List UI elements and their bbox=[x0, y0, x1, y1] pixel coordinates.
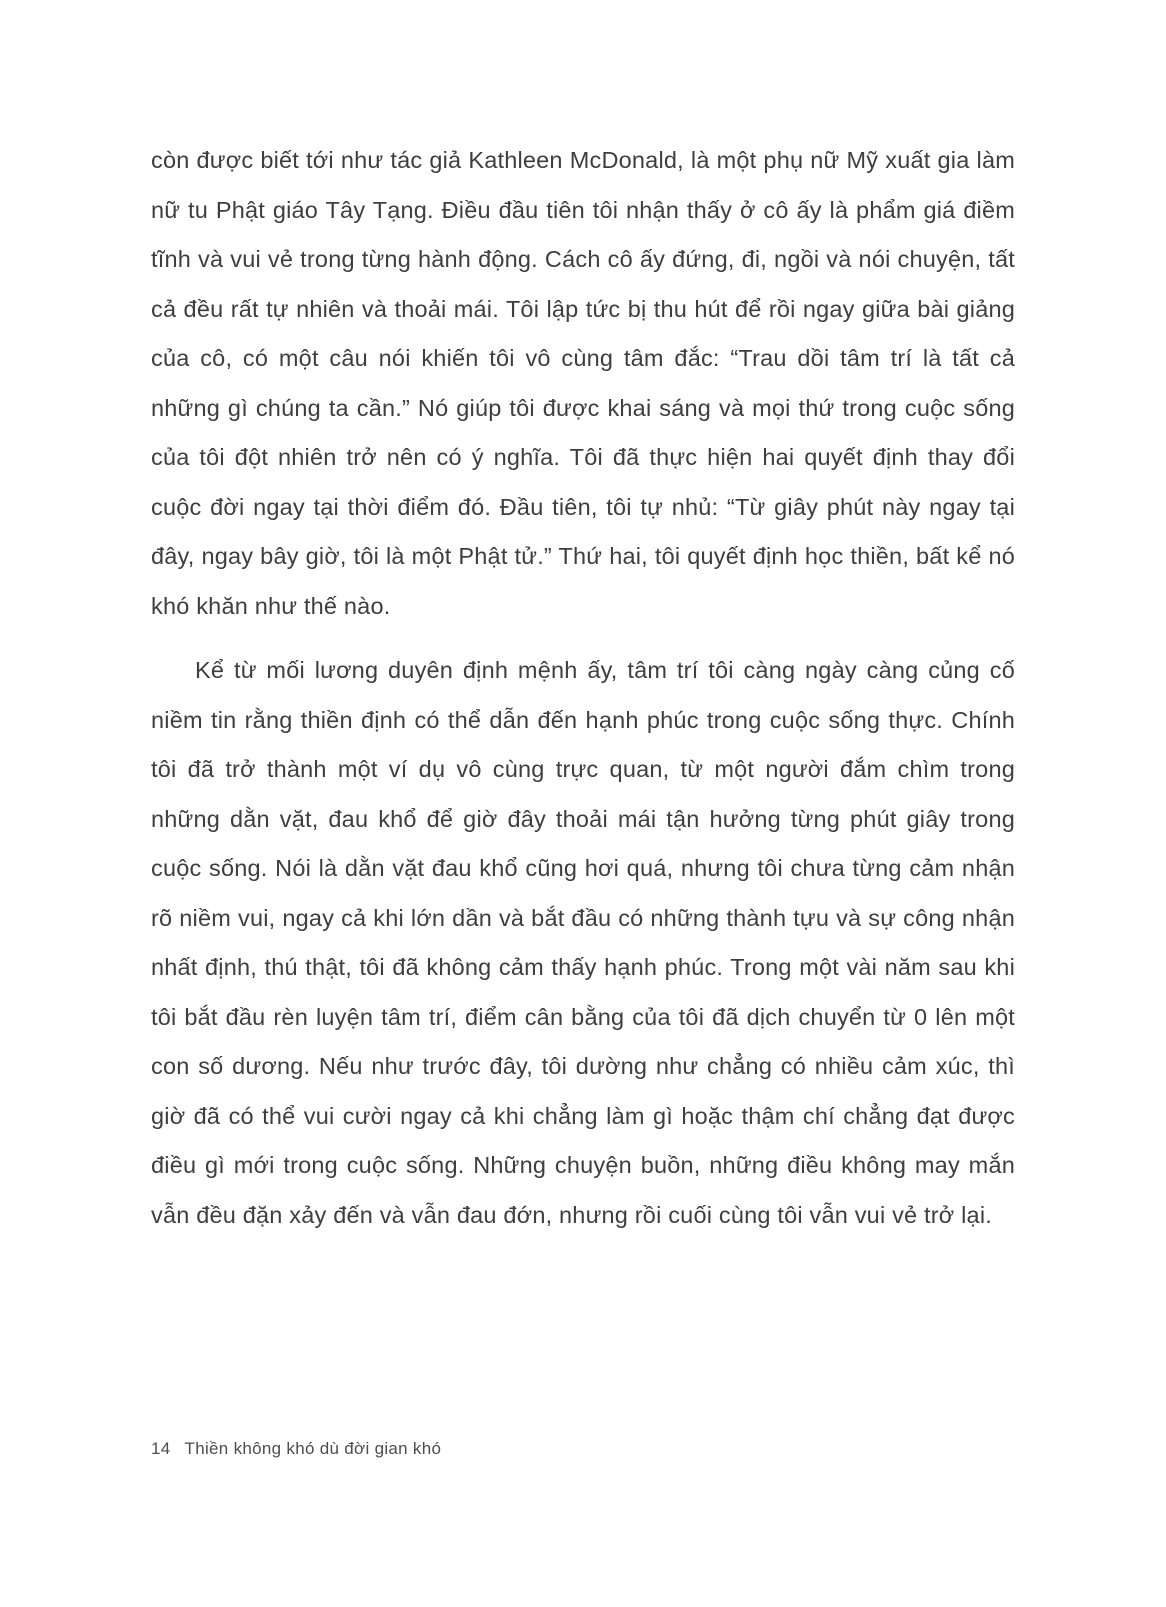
body-text bbox=[151, 136, 1015, 1240]
paragraph: Kể từ mối lương duyên định mệnh ấy, tâm trí tôi càng ngày càng củng cố niềm tin rằng thiền định có thể dẫn đến hạnh phúc trong cuộc sống thực. Chính tôi đã trở thành một ví dụ vô cùng trực quan, từ một người đắm chìm trong những dằn vặt, đau khổ để giờ đây thoải mái tận hưởng từng phút giây trong cuộc sống. Nói là dằn vặt đau khổ cũng hơi quá, nhưng tôi chưa từng cảm nhận rõ niềm vui, ngay cả khi lớn dần và bắt đầu có những thành tựu và sự công nhận nhất định, thú thật, tôi đã không cảm thấy hạnh phúc. Trong một vài năm sau khi tôi bắt đầu rèn luyện tâm trí, điểm cân bằng của tôi đã dịch chuyển từ 0 lên một con số dương. Nếu như trước đây, tôi dường như chẳng có nhiều cảm xúc, thì giờ đã có thể vui cười ngay cả khi chẳng làm gì hoặc thậm chí chẳng đạt được điều gì mới trong cuộc sống. Những chuyện buồn, những điều không may mắn vẫn đều đặn xảy đến và vẫn đau đớn, nhưng rồi cuối cùng tôi vẫn vui vẻ trở lại. bbox=[151, 657, 1015, 1228]
paragraph: còn được biết tới như tác giả Kathleen McDonald, là một phụ nữ Mỹ xuất gia làm nữ tu Phật giáo Tây Tạng. Điều đầu tiên tôi nhận thấy ở cô ấy là phẩm giá điềm tĩnh và vui vẻ trong từng hành động. Cách cô ấy đứng, đi, ngồi và nói chuyện, tất cả đều rất tự nhiên và thoải mái. Tôi lập tức bị thu hút để rồi ngay giữa bài giảng của cô, có một câu nói khiến tôi vô cùng tâm đắc: “Trau dồi tâm trí là tất cả những gì chúng ta cần.” Nó giúp tôi được khai sáng và mọi thứ trong cuộc sống của tôi đột nhiên trở nên có ý nghĩa. Tôi đã thực hiện hai quyết định thay đổi cuộc đời ngay tại thời điểm đó. Đầu tiên, tôi tự nhủ: “Từ giây phút này ngay tại đây, ngay bây giờ, tôi là một Phật tử.” Thứ hai, tôi quyết định học thiền, bất kể nó khó khăn như thế nào. bbox=[151, 147, 1015, 619]
page-footer bbox=[151, 1438, 441, 1460]
running-title: Thiền không khó dù đời gian khó bbox=[184, 1439, 442, 1458]
page-number: 14 bbox=[151, 1439, 171, 1458]
